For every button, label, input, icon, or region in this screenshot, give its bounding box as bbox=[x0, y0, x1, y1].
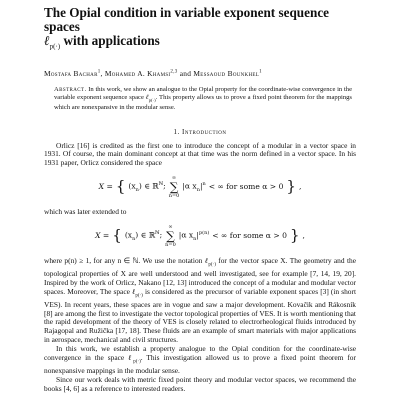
para3-text-a: where p(n) ≥ 1, for any n ∈ ℕ. We use the notation bbox=[44, 255, 205, 265]
eq2-set bbox=[125, 230, 162, 242]
eq2-term-base: |α x bbox=[178, 230, 194, 240]
eq2-colon: ; bbox=[159, 230, 163, 240]
eq1-summation bbox=[169, 175, 180, 199]
equation-variable-exponent-space bbox=[44, 221, 356, 251]
abstract-symbol: ℓ bbox=[145, 93, 149, 101]
author-1-affiliation: 1 bbox=[97, 69, 101, 75]
author-2-affiliation: 2,3 bbox=[170, 69, 178, 75]
eq1-sum-upper: ∞ bbox=[171, 174, 177, 181]
eq2-lhs: X = bbox=[95, 231, 110, 241]
eq1-term-exponent: n bbox=[202, 180, 206, 187]
eq2-term-subscript: n bbox=[193, 235, 197, 242]
title-symbol-subscript: p(·) bbox=[49, 42, 61, 51]
eq1-term-bar: | bbox=[199, 181, 203, 191]
eq1-close-brace: } bbox=[286, 177, 296, 196]
eq1-trail: , bbox=[298, 182, 302, 192]
para3-symbol-2: ℓ bbox=[132, 286, 136, 296]
eq2-summation bbox=[165, 224, 176, 248]
eq1-set bbox=[128, 181, 165, 193]
eq1-colon: ; bbox=[163, 181, 166, 191]
author-2: Mohamed A. Khamsi bbox=[104, 68, 171, 78]
eq1-open-brace: { bbox=[115, 177, 126, 196]
eq2-sigma: ∑ bbox=[166, 228, 175, 243]
abstract bbox=[44, 86, 356, 113]
para3-symbol: ℓ bbox=[204, 255, 209, 265]
author-3: Messaoud Bounkhel bbox=[193, 68, 260, 78]
eq1-sum-lower: n=0 bbox=[168, 192, 180, 199]
author-separator-2: and bbox=[177, 68, 194, 78]
intro-paragraph-1: Orlicz [16] is credited as the first one to introduce the concept of a modular in a vector space in 1931. Of course, the main dominant concept at that time was the norm defined in a vector space. In his 1931 paper, Orlicz considered the space bbox=[44, 140, 356, 168]
eq2-condition: < ∞ for some α > 0 bbox=[212, 231, 287, 241]
eq2-sum-lower: n=0 bbox=[165, 241, 176, 248]
title-symbol: ℓ bbox=[44, 33, 50, 48]
para4-text-b: . This investigation allowed us to prove a fixed point theorem for nonexpansive mappings in the modular sense. bbox=[44, 352, 356, 375]
title-line-2: with applications bbox=[60, 33, 160, 48]
author-separator-1: , bbox=[100, 68, 105, 78]
eq2-set-close: ) ∈ ℝ bbox=[135, 230, 156, 240]
eq1-term-base: |α x bbox=[182, 181, 197, 191]
intro-paragraph-2: which was later extended to bbox=[44, 206, 127, 216]
para3-symbol-subscript: p(·) bbox=[208, 262, 216, 268]
author-1: Mostafa Bachar bbox=[44, 68, 98, 78]
eq2-open-brace: { bbox=[112, 226, 122, 245]
eq2-term bbox=[179, 230, 210, 242]
author-list bbox=[44, 69, 356, 78]
para4-symbol: ℓ bbox=[128, 352, 134, 362]
para4-text-a: In this work, we establish a property analogue to the Opial condition for the coordinate-wise convergence in the space bbox=[44, 343, 356, 362]
eq1-set-close: ) ∈ ℝ bbox=[138, 181, 159, 191]
eq2-set-superscript: ℕ bbox=[155, 229, 160, 236]
eq1-set-subscript: n bbox=[135, 186, 139, 193]
eq1-set-superscript: ℕ bbox=[158, 180, 164, 187]
para4-symbol-subscript: p(·) bbox=[133, 359, 141, 365]
eq1-set-open: (x bbox=[128, 181, 136, 191]
eq2-term-exponent: p(n) bbox=[198, 229, 210, 236]
eq1-term-subscript: n bbox=[196, 186, 200, 193]
eq1-lhs: X = bbox=[98, 182, 113, 192]
title-line-1: The Opial condition in variable exponent sequence spaces bbox=[44, 5, 330, 34]
eq2-term-bar: | bbox=[196, 230, 199, 240]
section-heading: 1. Introduction bbox=[173, 127, 227, 136]
paper-title bbox=[44, 6, 356, 54]
intro-paragraph-3 bbox=[44, 257, 356, 345]
author-3-affiliation: 1 bbox=[259, 69, 262, 75]
intro-paragraph-5: Since our work deals with metric fixed point theory and modular vector spaces, we recommend the books [4, 6] as a reference to interested readers. bbox=[44, 374, 356, 393]
abstract-text-1: In this work, we show an analogue to the Opial property for the coordinate-wise convergence in the variable exponent sequence space bbox=[54, 85, 352, 101]
eq1-term bbox=[182, 181, 205, 193]
para3-text-c: is considered as the precursor of variable exponent spaces [3] (in short VES). In recent years, these spaces are in vogue and saw a major development. Kovačik and Rákosník [8] are among the first to investigate the vector topological properties of VES. It is worth mentioning that the rapid development of the theory of VES is closely related to electrorheological fluids introduced by Rajagopal and Ružička [17, 18]. These fluids are an example of smart materials with major applications in aerospace, mechanical and civil structures. bbox=[44, 286, 356, 345]
eq2-trail: , bbox=[302, 231, 305, 241]
eq2-sum-upper: ∞ bbox=[168, 223, 173, 230]
eq2-set-subscript: n bbox=[132, 235, 136, 242]
intro-paragraph-4 bbox=[44, 345, 356, 376]
para3-symbol-2-subscript: p(·) bbox=[135, 293, 143, 299]
eq2-set-open: (x bbox=[124, 230, 133, 240]
abstract-text-2: . This property allows us to prove a fixed point theorem for the mappings which are nonexpansive in the modular sense. bbox=[54, 93, 352, 112]
eq1-condition: < ∞ for some α > 0 bbox=[208, 182, 284, 192]
abstract-label: Abstract. bbox=[54, 85, 87, 93]
abstract-symbol-subscript: p(·) bbox=[148, 97, 156, 103]
equation-orlicz-space bbox=[44, 172, 356, 202]
eq2-close-brace: } bbox=[289, 226, 300, 245]
eq1-sigma: ∑ bbox=[169, 179, 179, 194]
para3-text-b: for the vector space X. The geometry and the topological properties of X are well understood and well investigated, see for example [7, 14, 19, 20]. Inspired by the work of Orlicz, Nakano [12, 13] introduced the concept of a modular and modular vector spaces. Moreover, The space bbox=[44, 255, 356, 296]
